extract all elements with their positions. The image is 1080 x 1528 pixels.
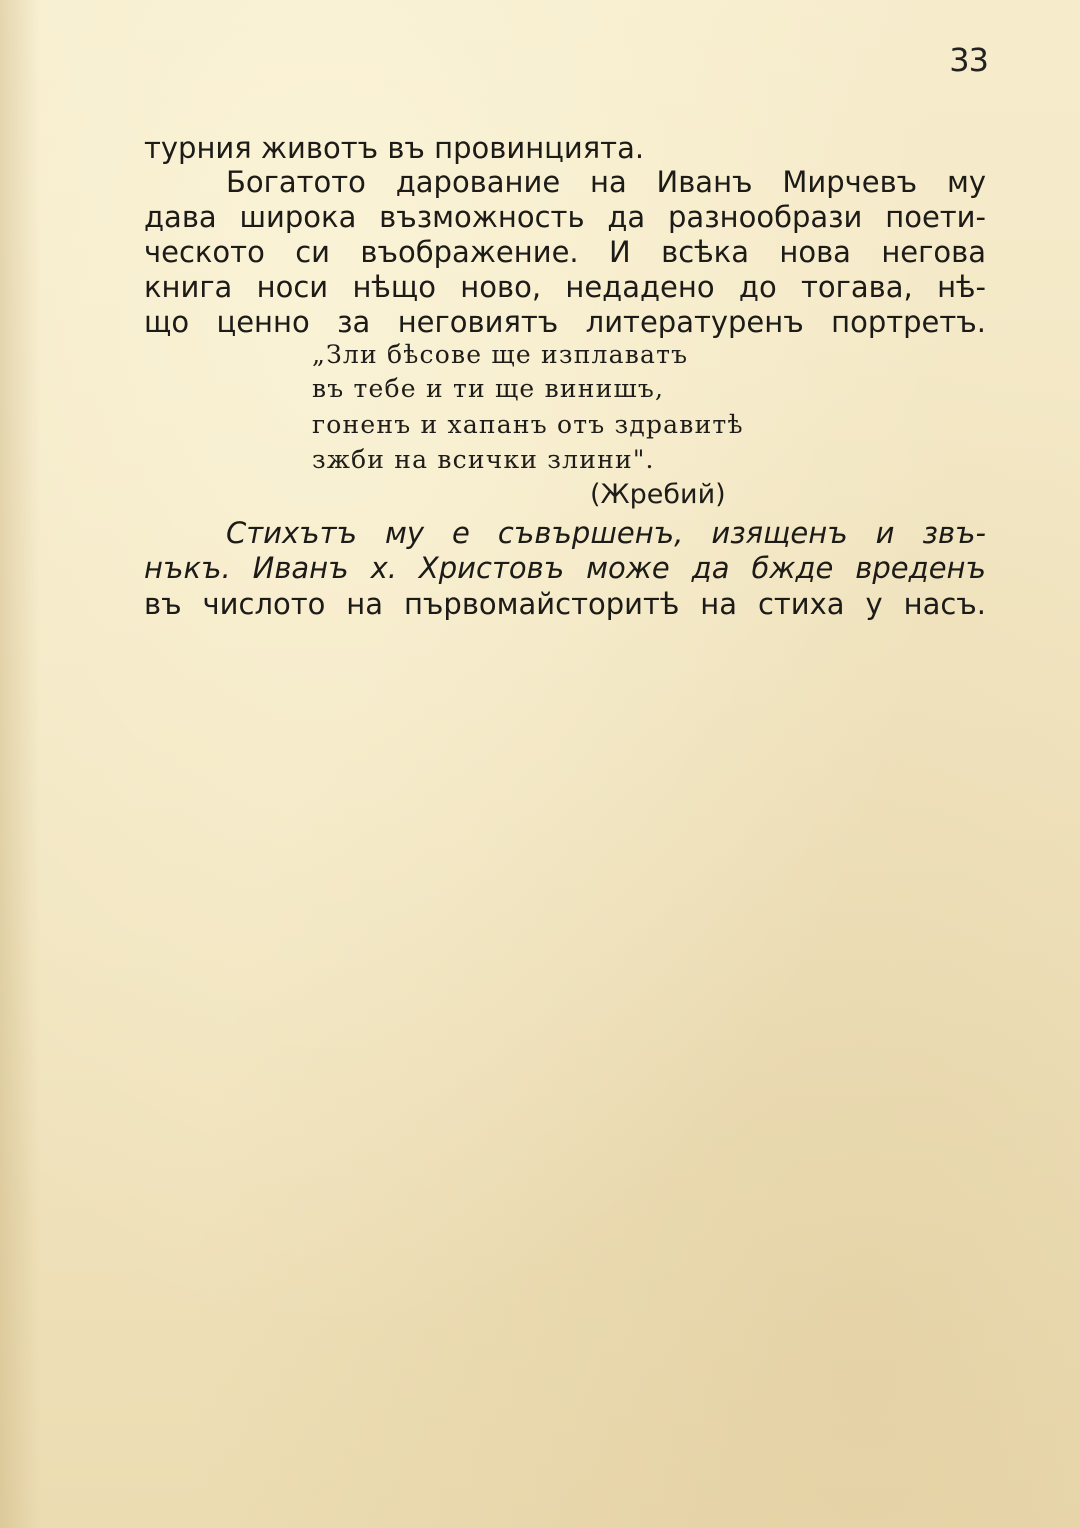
quote-line-2: въ тебе и ти ще винишъ,	[312, 374, 665, 403]
paragraph-2-line-3: ческото си въображение. И всѣка нова негова	[144, 235, 986, 269]
paragraph-3-line-2: нъкъ. Иванъ х. Христовъ може да бжде вреденъ	[144, 551, 986, 585]
quote-line-1: „Зли бѣсове ще изплаватъ	[312, 340, 689, 369]
quote-attribution: (Жребий)	[590, 479, 726, 510]
paragraph-1-line-1: турния животъ въ провинцията.	[144, 131, 645, 165]
quote-line-4: зжби на всички злини".	[312, 445, 655, 474]
paragraph-2-line-1: Богатото дарование на Иванъ Мирчевъ му	[226, 165, 986, 199]
paragraph-3-line-3: въ числото на първомайсторитѣ на стиха у насъ.	[144, 587, 986, 621]
page-edge-shadow	[0, 0, 40, 1528]
page-number: 33	[949, 41, 988, 79]
quote-line-3: гоненъ и хапанъ отъ здравитѣ	[312, 410, 744, 439]
paragraph-2-line-4: книга носи нѣщо ново, недадено до тогава, нѣ-	[144, 270, 986, 304]
paragraph-2-line-2: дава широка възможность да разнообрази поети-	[144, 200, 986, 234]
paragraph-3-line-1: Стихътъ му е съвършенъ, изященъ и звъ-	[226, 516, 986, 550]
paragraph-2-line-5: що ценно за неговиятъ литературенъ портретъ.	[144, 305, 986, 339]
